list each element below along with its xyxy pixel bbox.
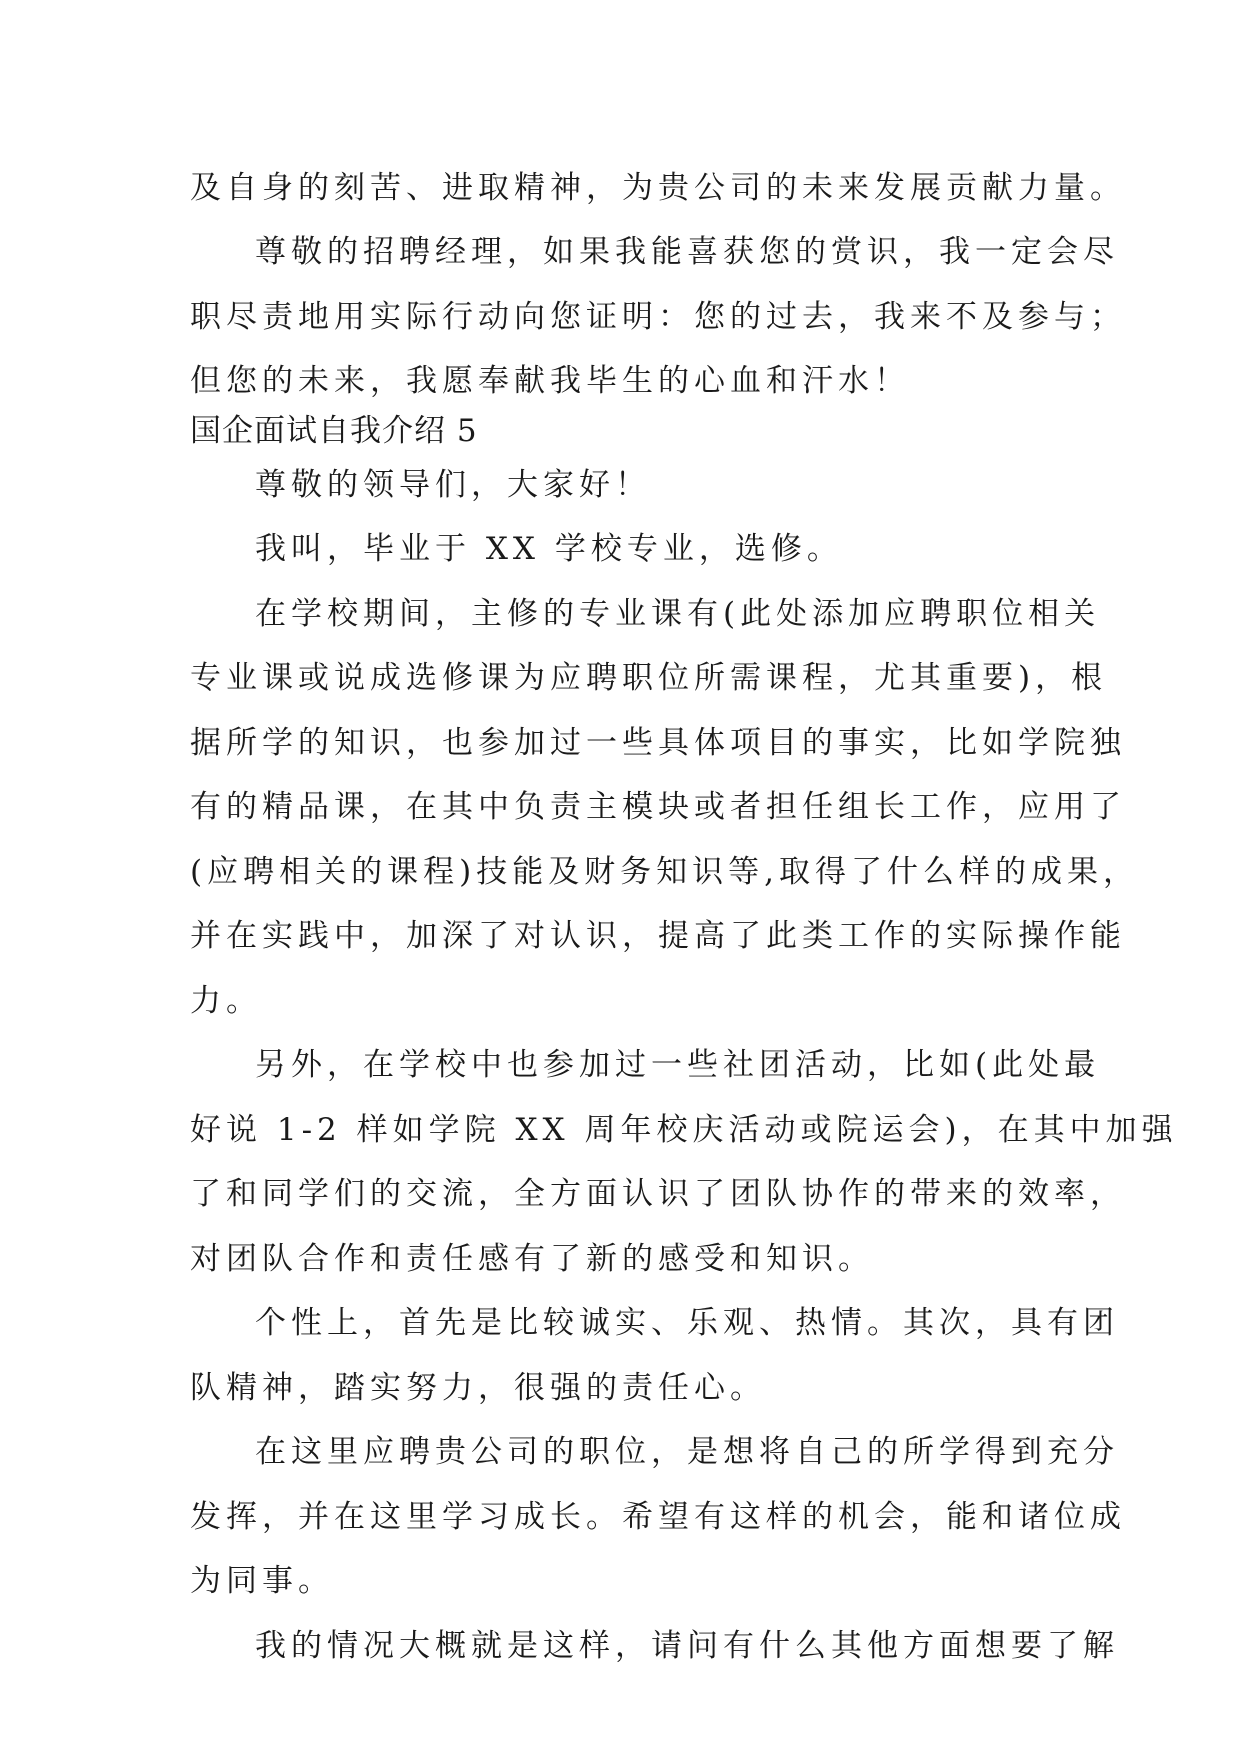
text-line: 为同事。 — [190, 1563, 334, 1599]
text-line: 尊敬的招聘经理，如果我能喜获您的赏识，我一定会尽 — [255, 234, 1119, 270]
section-heading: 国企面试自我介绍 5 — [190, 413, 478, 449]
text-line: 了和同学们的交流，全方面认识了团队协作的带来的效率， — [190, 1176, 1126, 1212]
text-line: 及自身的刻苦、进取精神，为贵公司的未来发展贡献力量。 — [190, 170, 1126, 206]
text-line: 但您的未来，我愿奉献我毕生的心血和汗水！ — [190, 363, 910, 399]
text-line: 对团队合作和责任感有了新的感受和知识。 — [190, 1241, 874, 1277]
text-line: 个性上，首先是比较诚实、乐观、热情。其次，具有团 — [255, 1305, 1119, 1341]
text-line: 据所学的知识，也参加过一些具体项目的事实，比如学院独 — [190, 725, 1126, 761]
text-line: (应聘相关的课程)技能及财务知识等,取得了什么样的成果， — [190, 854, 1140, 890]
text-line: 发挥，并在这里学习成长。希望有这样的机会，能和诸位成 — [190, 1499, 1126, 1535]
text-line: 尊敬的领导们，大家好！ — [255, 467, 651, 503]
text-line: 在这里应聘贵公司的职位，是想将自己的所学得到充分 — [255, 1434, 1119, 1470]
text-line: 有的精品课，在其中负责主模块或者担任组长工作，应用了 — [190, 789, 1126, 825]
text-line: 职尽责地用实际行动向您证明：您的过去，我来不及参与； — [190, 299, 1126, 335]
text-line: 队精神，踏实努力，很强的责任心。 — [190, 1370, 766, 1406]
text-line: 并在实践中，加深了对认识，提高了此类工作的实际操作能 — [190, 918, 1126, 954]
text-line: 另外，在学校中也参加过一些社团活动，比如(此处最 — [255, 1047, 1101, 1083]
text-line: 我叫，毕业于 XX 学校专业，选修。 — [255, 531, 843, 567]
text-line: 好说 1-2 样如学院 XX 周年校庆活动或院运会)，在其中加强 — [190, 1112, 1178, 1148]
text-line: 力。 — [190, 983, 262, 1019]
text-line: 在学校期间，主修的专业课有(此处添加应聘职位相关 — [255, 596, 1101, 632]
text-line: 我的情况大概就是这样，请问有什么其他方面想要了解 — [255, 1628, 1119, 1664]
text-line: 专业课或说成选修课为应聘职位所需课程，尤其重要)，根 — [190, 660, 1108, 696]
